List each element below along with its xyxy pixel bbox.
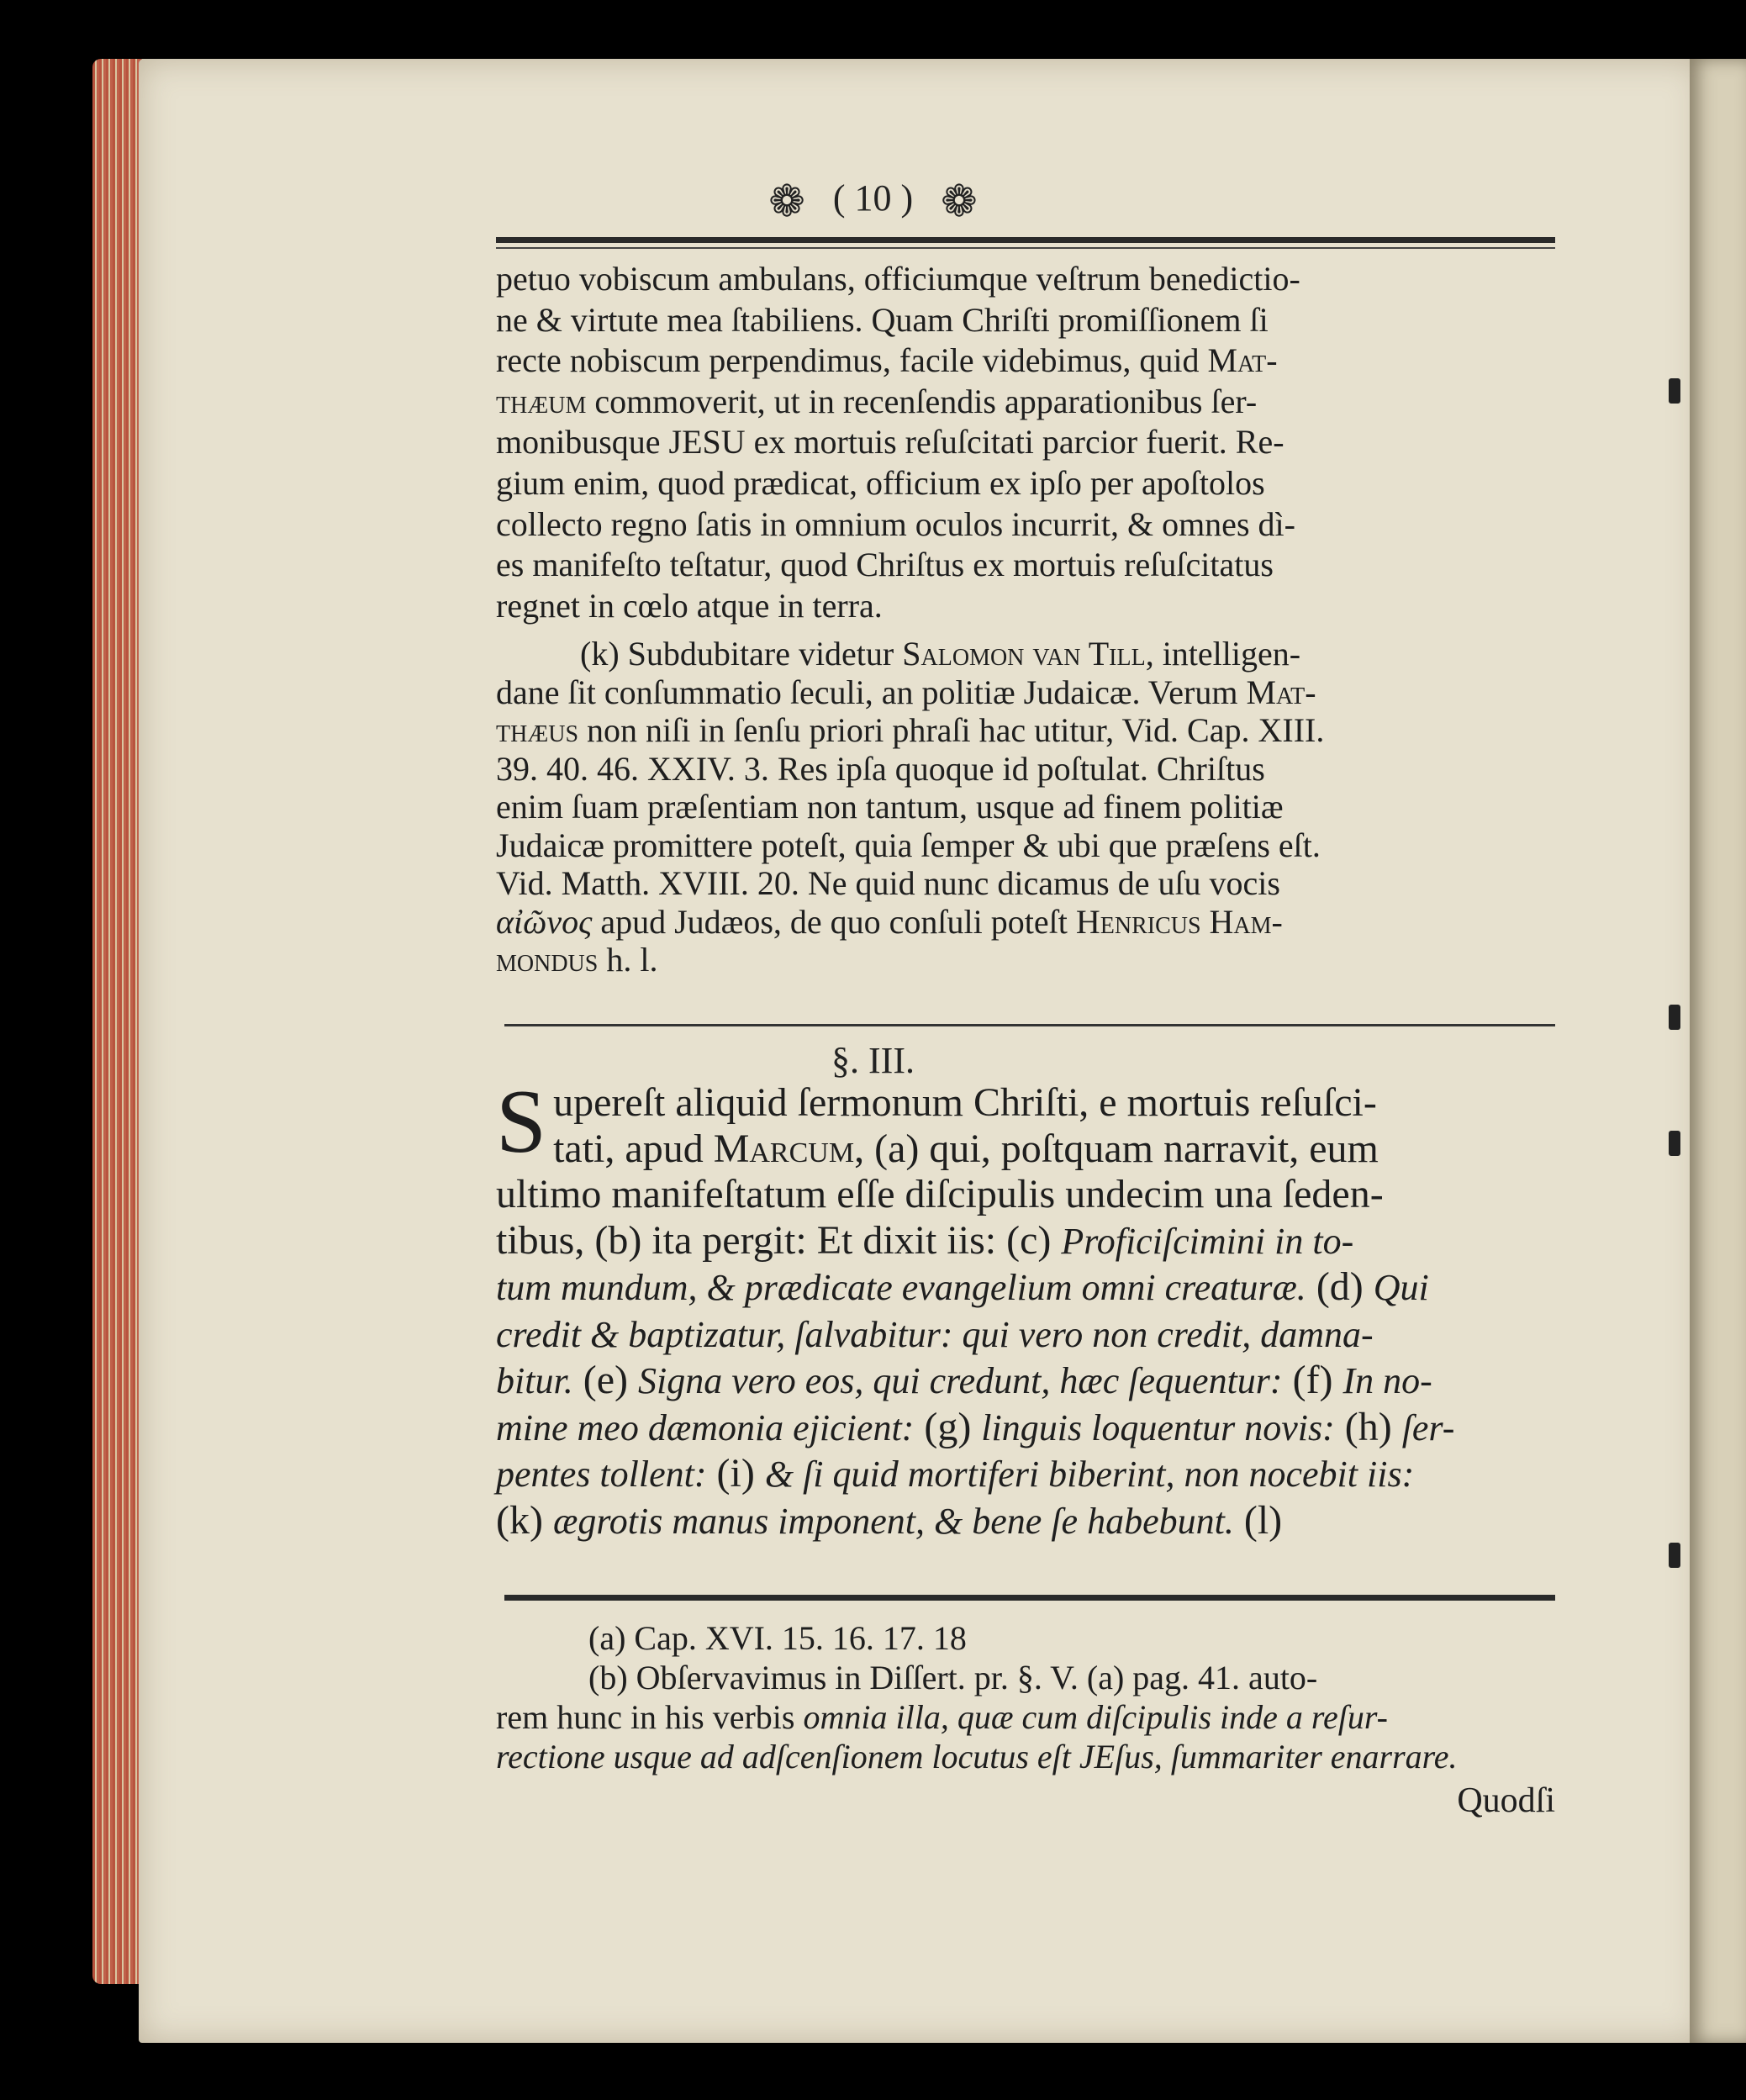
section-heading: §. III. [831,1040,915,1081]
page-number: ( 10 ) [832,177,914,219]
footnote-k: (k) Subdubitare videtur Salomon van Till, intelligen- dane ſit conſummatio ſeculi, an politiæ Judaicæ. Verum Mat- thæus non niſi in ſenſu priori phraſi hac utitur, Vid. Cap. XIII. 39. 40. 46. XXIV. 3. Res ipſa quoque id poſtulat. Chriſtus enim ſuam præſentiam non tantum, usque ad finem politiæ Judaicæ promittere poteſt, quia ſemper & ubi que præſens eſt. Vid. Matth. XVIII. 20. Ne quid nunc dicamus de uſu vocis αἰῶνος apud Judæos, de quo conſuli poteſt Henricus Ham- mondus h. l. [496,635,1325,979]
header-rule [496,237,1555,243]
footnotes [496,1618,1555,1776]
drop-cap: S [496,1072,547,1172]
main-text-continuation: petuo vobiscum ambulans, officiumque veſtrum benedictio- ne & virtute mea ſtabiliens. Quam Chriſti promiſſionem ſi recte nobiscum perpendimus, facile videbimus, quid Mat- thæum commoverit, ut in recenſendis apparationibus ſer- monibusque JESU ex mortuis reſuſcitati parcior fuerit. Re- gium enim, quod prædicat, officium ex ipſo per apoſtolos collecto regno ſatis in omnium oculos incurrit, & omnes dì- es manifeſto teſtatur, quod Chriſtus ex mortuis reſuſcitatus regnet in cœlo atque in terra. [496,260,1300,625]
binding-thread [1669,1005,1680,1030]
binding-thread [1669,1131,1680,1156]
footnote-separator [504,1595,1555,1601]
section-separator [504,1024,1555,1026]
rosette-ornament-icon: ❁ [768,178,805,226]
footnote-a: (a) Cap. XVI. 15. 16. 17. 18 [588,1619,967,1657]
header-rule-thin [496,247,1555,249]
binding-thread [1669,378,1680,404]
footnote-b: (b) Obſervavimus in Diſſert. pr. §. V. (a) pag. 41. auto- rem hunc in his verbis omnia illa, quæ cum diſcipulis inde a reſur- rectione usque ad adſcenſionem locutus eſt JEſus, ſummariter enarrare. [496,1659,1458,1776]
page-header [0,177,1746,227]
section-body: S upereſt aliquid ſermonum Chriſti, e mortuis reſuſci- tati, apud Marcum, (a) qui, poſtquam narravit, eum ultimo manifeſtatum eſſe diſcipulis undecim una ſeden- tibus, (b) ita pergit: Et dixit iis: (c) Proficiſcimini in to- tum mundum, & prædicate evangelium omni creaturæ. (d) Qui credit & baptizatur, ſalvabitur: qui vero non credit, damna- bitur. (e) Signa vero eos, qui credunt, hæc ſequentur: (f) In no- mine meo dæmonia ejicient: (g) linguis loquentur novis: (h) ſer- pentes tollent: (i) & ſi quid mortiferi biberint, non nocebit iis: (k) ægrotis manus imponent, & bene ſe habebunt. (l) [496,1072,1455,1543]
catchword: Quodſi [1457,1781,1555,1820]
binding-thread [1669,1543,1680,1568]
rosette-ornament-icon: ❁ [941,178,978,226]
